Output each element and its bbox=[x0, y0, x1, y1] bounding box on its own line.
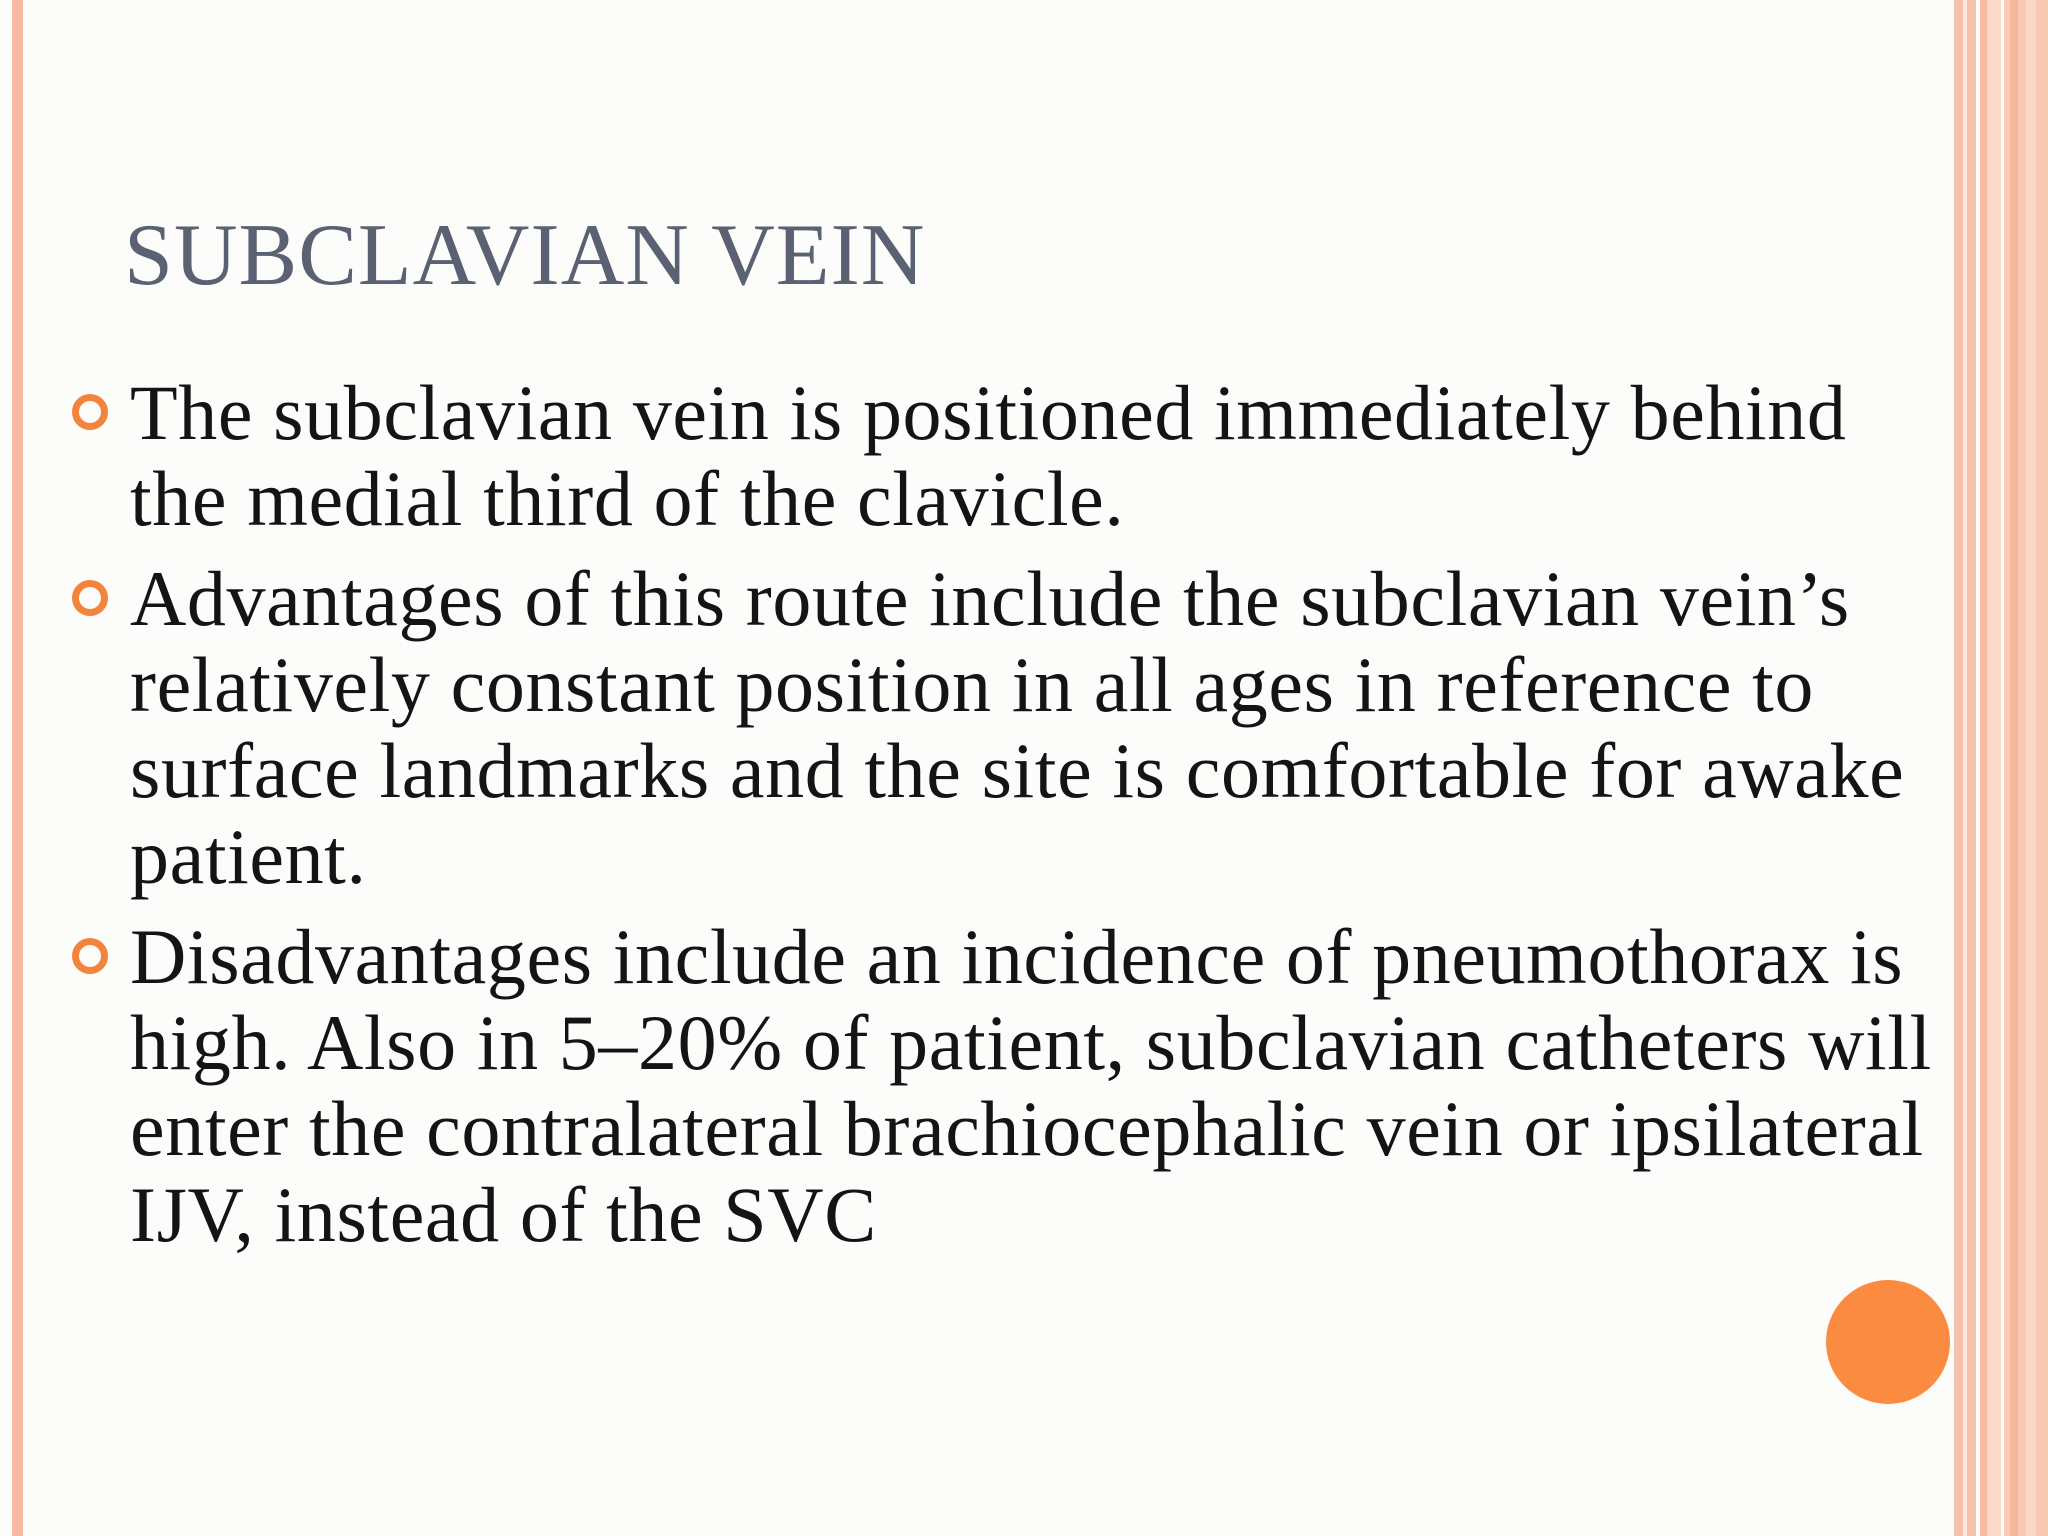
right-border-stripe bbox=[2010, 0, 2018, 1536]
bullet-item bbox=[70, 370, 1950, 542]
bullet-text: Disadvantages include an incidence of pneumothorax is high. Also in 5–20% of patient, subclavian catheters will enter the contralateral brachiocephalic vein or ipsilateral IJV, instead of the SVC bbox=[130, 913, 1932, 1258]
slide-title: SUBCLAVIAN VEIN bbox=[124, 207, 926, 304]
circle-outline-icon bbox=[72, 938, 108, 974]
bullet-item bbox=[70, 914, 1950, 1258]
right-border-stripe bbox=[1954, 0, 1963, 1536]
right-border-stripe bbox=[2026, 0, 2036, 1536]
bullet-list bbox=[70, 370, 1950, 1272]
filled-circle-icon bbox=[1826, 1280, 1950, 1404]
left-border-stripe bbox=[12, 0, 23, 1536]
bullet-item bbox=[70, 556, 1950, 900]
right-border-stripe bbox=[1980, 0, 1987, 1536]
right-border-stripe bbox=[1967, 0, 1976, 1536]
circle-outline-icon bbox=[72, 580, 108, 616]
circle-outline-icon bbox=[72, 394, 108, 430]
bullet-text: The subclavian vein is positioned immediately behind the medial third of the clavicle. bbox=[130, 369, 1847, 542]
bullet-text: Advantages of this route include the subclavian vein’s relatively constant position in all ages in reference to surface landmarks and the site is comfortable for awake patient. bbox=[130, 555, 1905, 900]
right-border-stripe bbox=[1987, 0, 2001, 1536]
